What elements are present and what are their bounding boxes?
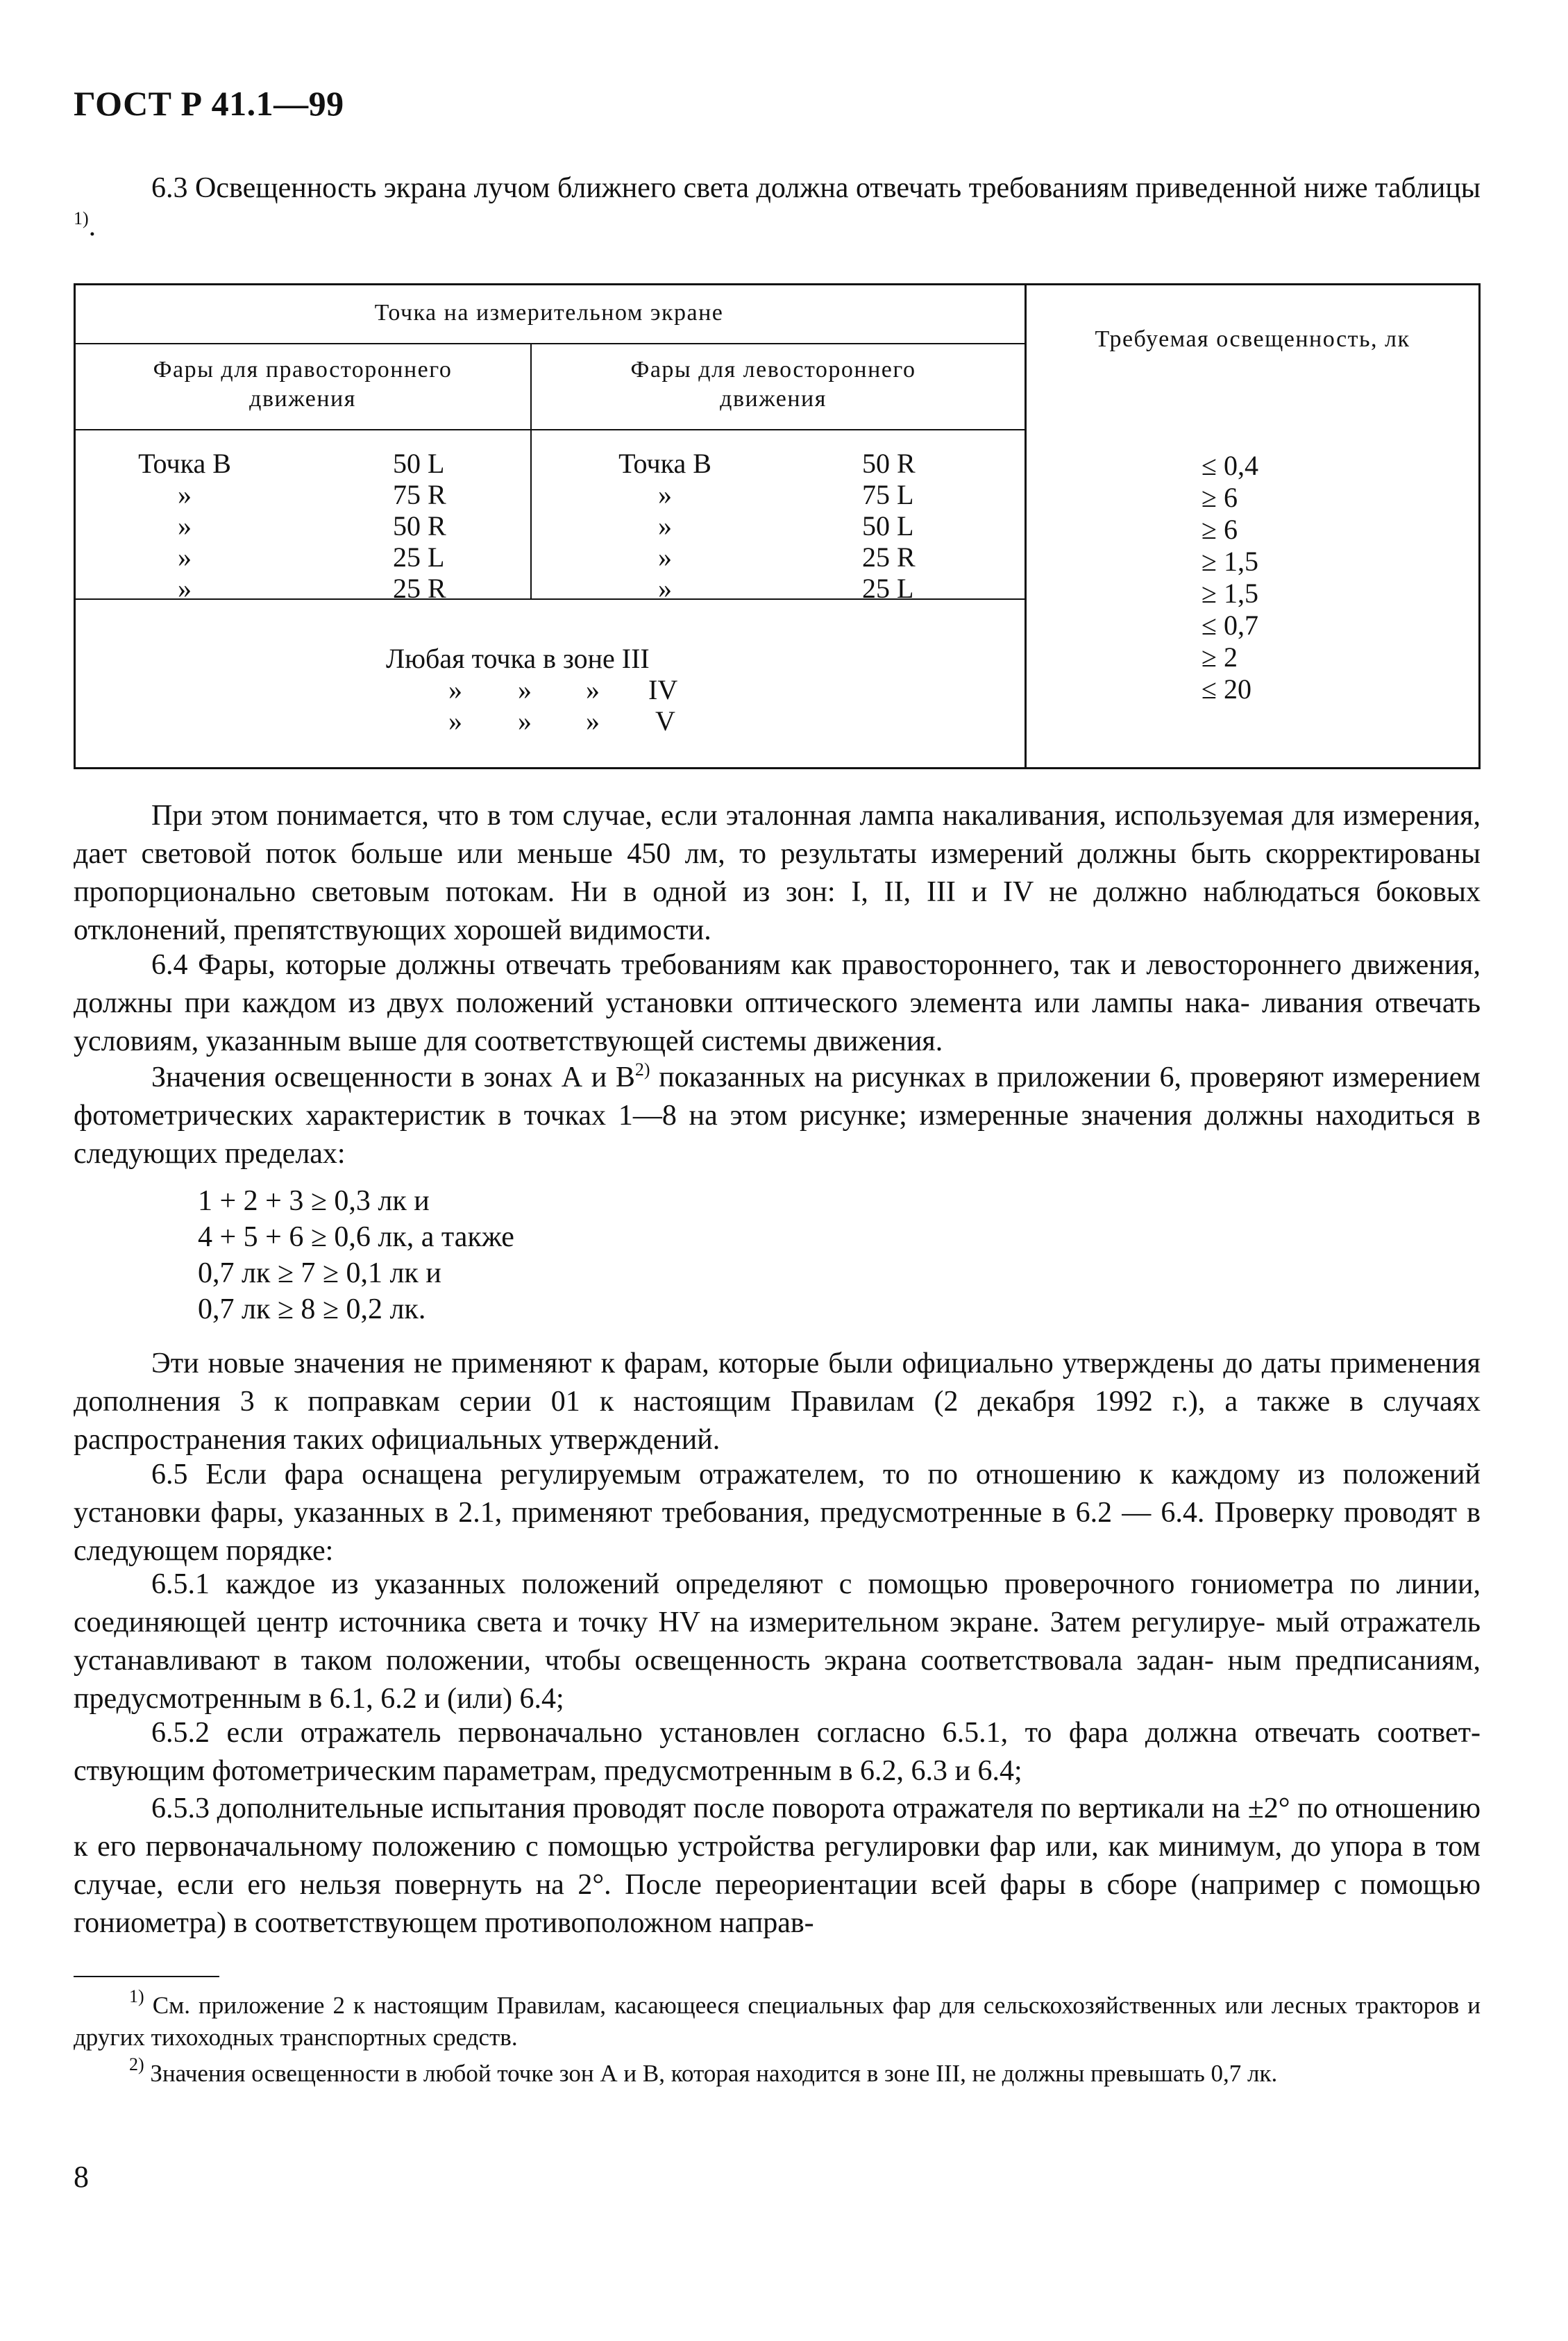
illuminance-values xyxy=(1202,450,1340,705)
footnote-divider xyxy=(74,1976,219,1977)
footnote-text: Значения освещенности в любой точке зон А и В, которая находится в зоне III, не должны превышать 0,7 лк. xyxy=(144,2060,1278,2087)
table-cell: » xyxy=(448,705,462,737)
intro-paragraph xyxy=(74,169,1481,246)
paragraph xyxy=(74,1714,1481,1790)
table-cell: » xyxy=(658,573,672,604)
table-cell: 25 R xyxy=(393,573,446,604)
table-cell: III xyxy=(621,643,650,674)
table-cell: » xyxy=(658,479,672,510)
table-cell: ≥ 2 xyxy=(1202,641,1238,673)
table-cell: » xyxy=(518,705,532,737)
document-header: ГОСТ Р 41.1—99 xyxy=(74,84,344,123)
table-cell: » xyxy=(586,705,600,737)
zone-row xyxy=(386,643,747,674)
table-cell: » xyxy=(178,542,192,573)
table-cell: ≥ 6 xyxy=(1202,514,1238,545)
paragraph xyxy=(74,1345,1481,1459)
left-traffic-point-names xyxy=(596,448,734,604)
paragraph xyxy=(74,1790,1481,1943)
zone-row xyxy=(386,705,747,737)
paragraph xyxy=(74,946,1481,1061)
paragraph-text: Эти новые значения не применяют к фарам, которые были официально утверждены до даты применения дополнения 3 к поправкам серии 01 к настоящим Правилам (2 декабря 1992 г.), а также в случаях распространения таких официальных утверждений. xyxy=(74,1348,1481,1456)
table-cell: ≤ 20 xyxy=(1202,673,1251,705)
footnote-mark: 2) xyxy=(129,2054,144,2074)
page-number: 8 xyxy=(74,2160,89,2194)
table-cell: 75 L xyxy=(862,479,914,510)
table-cell: Точка В xyxy=(138,448,231,479)
table-cell: 25 R xyxy=(862,542,916,573)
table-cell: IV xyxy=(648,674,678,705)
table-group-header: Точка на измерительном экране xyxy=(374,300,724,326)
col-header-illuminance: Требуемая освещенность, лк xyxy=(1095,326,1410,352)
paragraph xyxy=(74,1456,1481,1570)
table-cell: » xyxy=(518,674,532,705)
paragraph xyxy=(74,797,1481,950)
table-cell: 25 L xyxy=(862,573,914,604)
intro-text: 6.3 Освещенность экрана лучом ближнего света должна отвечать требованиям приведенной ниже таблицы xyxy=(151,172,1481,204)
formula-line: 0,7 лк ≥ 8 ≥ 0,2 лк. xyxy=(198,1293,426,1325)
table-cell: » xyxy=(178,479,192,510)
col-header-left-traffic: Фары для левостороннего движения xyxy=(630,357,916,412)
table-cell: ≥ 6 xyxy=(1202,482,1238,513)
footnote xyxy=(74,2054,1481,2090)
right-traffic-point-names xyxy=(115,448,254,604)
footnote xyxy=(74,1986,1481,2054)
paragraph-text: При этом понимается, что в том случае, если эталонная лампа накаливания, используемая для измерения, дает световой поток больше или меньше 450 лм, то результаты измерений должны быть скорректированы пропорционально световым потокам. Ни в одной из зон: I, II, III и IV не должно наблюдаться боковых отклонений, препятствующих хорошей видимости. xyxy=(74,800,1481,946)
formula-line: 0,7 лк ≥ 7 ≥ 0,1 лк и xyxy=(198,1257,441,1289)
footnote-text: См. приложение 2 к настоящим Правилам, касающееся специальных фар для сельскохозяйственных или лесных тракторов и других тихоходных транспортных средств. xyxy=(74,1992,1481,2051)
footnote-ref-2: 2) xyxy=(634,1059,650,1080)
table-cell: ≤ 0,7 xyxy=(1202,610,1258,641)
table-cell: ≤ 0,4 xyxy=(1202,450,1258,481)
paragraph-text: 6.5.2 если отражатель первоначально установлен согласно 6.5.1, то фара должна отвечать соответ- ствующим фотометрическим параметрам, предусмотренным в 6.2, 6.3 и 6.4; xyxy=(74,1717,1481,1787)
paragraph-text: 6.5.3 дополнительные испытания проводят после поворота отражателя по вертикали на ±2° по отношению к его первоначальному положению с помощью устройства регулировки фар или, как минимум, до упора в том случае, если его нельзя повернуть на 2°. После переориентации всей фары в сборе (например с помощью гониометра) в соответствующем противоположном направ- xyxy=(74,1793,1481,1939)
formula-line: 1 + 2 + 3 ≥ 0,3 лк и xyxy=(198,1185,430,1217)
table-cell: Любая точка в зоне xyxy=(386,643,615,674)
paragraph xyxy=(74,1059,1481,1173)
table-cell: » xyxy=(178,510,192,542)
table-cell: 25 L xyxy=(393,542,445,573)
right-traffic-point-codes xyxy=(393,448,497,604)
table-cell: 50 R xyxy=(393,510,446,542)
table-cell: 75 R xyxy=(393,479,446,510)
zone-row xyxy=(386,674,747,705)
paragraph-text: 6.5 Если фара оснащена регулируемым отражателем, то по отношению к каждому из положений установки фары, указанных в 2.1, применяют требования, предусмотренные в 6.2 — 6.4. Проверку проводят в следующем порядке: xyxy=(74,1459,1481,1567)
table-cell: » xyxy=(178,573,192,604)
table-cell: » xyxy=(658,510,672,542)
footnote-mark: 1) xyxy=(129,1986,144,2006)
table-cell: ≥ 1,5 xyxy=(1202,578,1258,609)
left-traffic-point-codes xyxy=(862,448,966,604)
table-cell: » xyxy=(586,674,600,705)
intro-end: . xyxy=(88,210,96,242)
paragraph-text: Значения освещенности в зонах А и В xyxy=(151,1062,635,1093)
table-cell: Точка В xyxy=(618,448,711,479)
table-cell: 50 L xyxy=(862,510,914,542)
table-cell: 50 R xyxy=(862,448,916,479)
col-header-right-traffic: Фары для правостороннего движения xyxy=(153,357,453,412)
formula-line: 4 + 5 + 6 ≥ 0,6 лк, а также xyxy=(198,1221,514,1253)
paragraph-text: 6.4 Фары, которые должны отвечать требованиям как правостороннего, так и левостороннего движения, должны при каждом из двух положений установки оптического элемента или лампы нака- ливания отвечать условиям, указанным выше для соответствующей системы движения. xyxy=(74,949,1481,1057)
table-cell: ≥ 1,5 xyxy=(1202,546,1258,577)
table-cell: 50 L xyxy=(393,448,445,479)
table-cell: » xyxy=(658,542,672,573)
paragraph xyxy=(74,1566,1481,1718)
paragraph-text: показанных на рисунках в приложении 6, проверяют измерением фотометрических характеристик в точках 1—8 на этом рисунке; измеренные значения должны находиться в следующих пределах: xyxy=(74,1062,1481,1170)
table-cell: V xyxy=(655,705,675,737)
illuminance-table xyxy=(74,283,1481,769)
footnote-ref-1: 1) xyxy=(74,208,89,228)
table-cell: » xyxy=(448,674,462,705)
paragraph-text: 6.5.1 каждое из указанных положений определяют с помощью проверочного гониометра по линии, соединяющей центр источника света и точку HV на измерительном экране. Затем регулируе- мый отражатель устанавливают в таком положении, чтобы освещенность экрана соответствовала задан- ным предписаниям, предусмотренным в 6.1, 6.2 и (или) 6.4; xyxy=(74,1568,1481,1715)
